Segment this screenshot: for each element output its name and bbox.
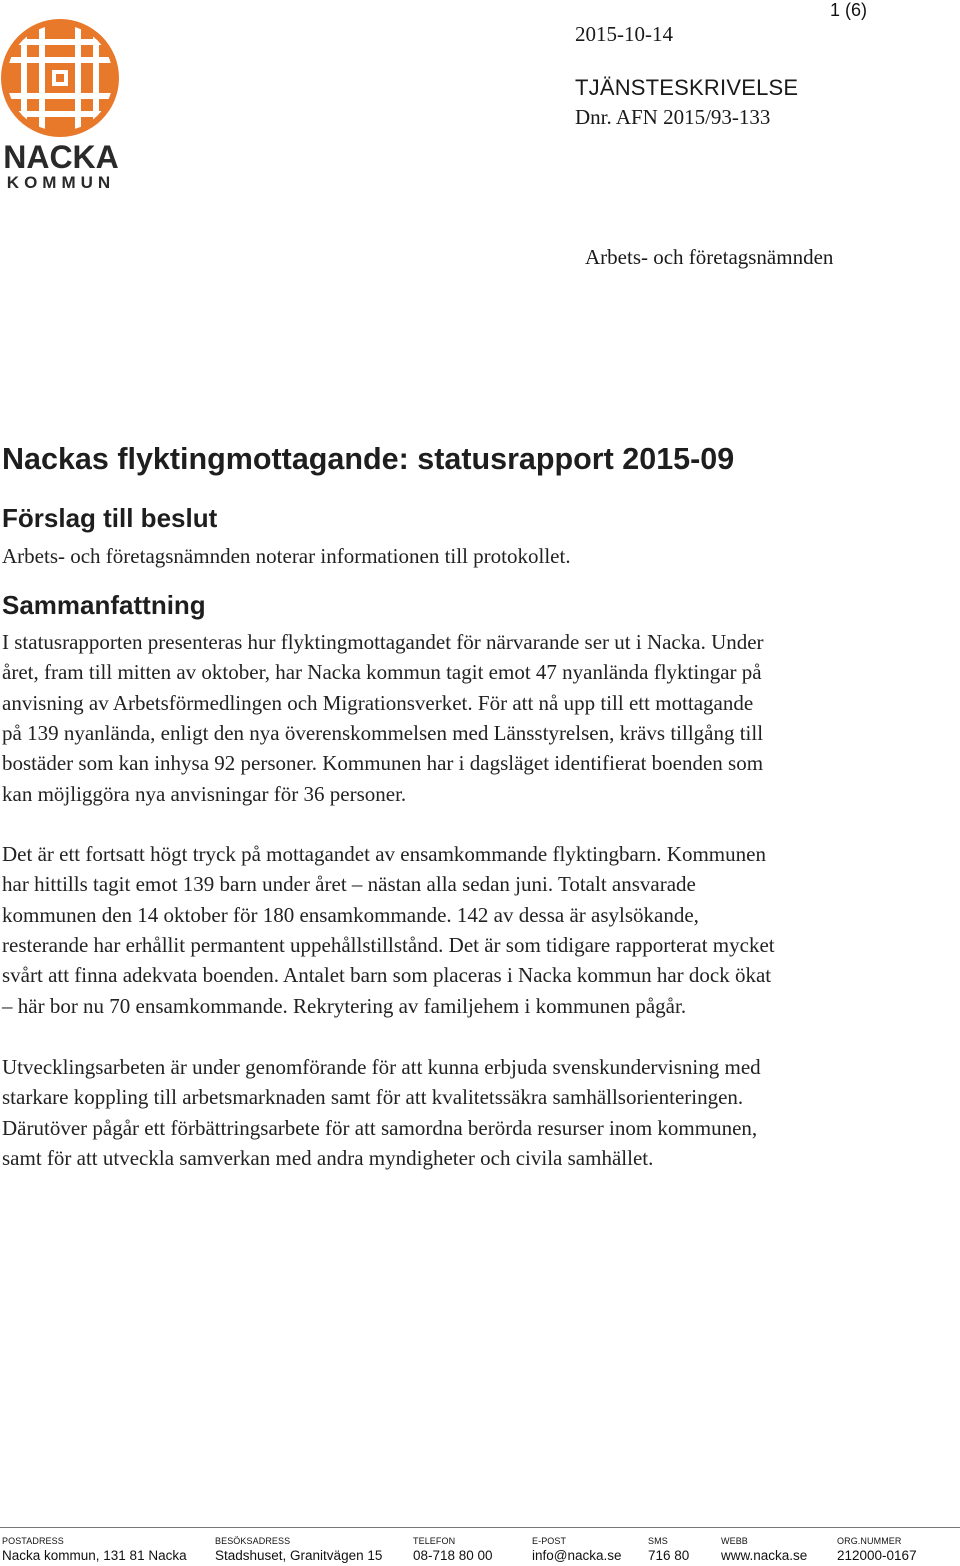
summary-heading: Sammanfattning (2, 590, 206, 620)
footer-label-visiting-address: BESÖKSADRESS (215, 1536, 291, 1546)
paragraph-line: har hittills tagit emot 139 barn under året – nästan alla sedan juni. Totalt ansvarade (2, 872, 696, 897)
footer-visiting-address: Stadshuset, Granitvägen 15 (215, 1548, 383, 1563)
paragraph-line: starkare koppling till arbetsmarknaden samt för att kvalitetssäkra samhällsorienteringen. (2, 1085, 744, 1110)
nacka-kommun-logo (0, 18, 124, 190)
footer-label-postal-address: POSTADRESS (2, 1536, 64, 1546)
paragraph-line: Det är ett fortsatt högt tryck på mottagandet av ensamkommande flyktingbarn. Kommunen (2, 842, 766, 866)
paragraph-line: på 139 nyanlända, enligt den nya överenskommelsen med Länsstyrelsen, krävs tillgång till (2, 721, 764, 746)
paragraph-line: Därutöver pågår ett förbättringsarbete för att samordna berörda resurser inom kommunen, (2, 1115, 758, 1140)
footer-postal-address: Nacka kommun, 131 81 Nacka (2, 1548, 187, 1563)
summary-paragraph (2, 627, 872, 809)
footer-org-number: 212000-0167 (837, 1548, 917, 1563)
footer-phone: 08-718 80 00 (413, 1548, 493, 1563)
paragraph-line: året, fram till mitten av oktober, har Nacka kommun tagit emot 47 nyanlända flyktingar på (2, 660, 762, 685)
paragraph-line: bostäder som kan inhysa 92 personer. Kommunen har i dagsläget identifierat boenden som (2, 751, 764, 776)
footer-label-sms: SMS (648, 1536, 668, 1546)
paragraph-line: Utvecklingsarbeten är under genomförande för att kunna erbjuda svenskundervisning med (2, 1055, 761, 1079)
proposal-heading: Förslag till beslut (2, 503, 218, 533)
summary-paragraph (2, 839, 872, 1021)
proposal-text: Arbets- och företagsnämnden noterar informationen till protokollet. (2, 544, 571, 568)
footer-label-web: WEBB (721, 1536, 748, 1546)
footer-web: www.nacka.se (721, 1548, 808, 1563)
page-number: 1 (6) (829, 0, 867, 20)
paragraph-line: svårt att finna adekvata boenden. Antalet barn som placeras i Nacka kommun har dock ökat (2, 963, 772, 988)
logo-wordmark-bottom: KOMMUN (6, 173, 116, 190)
paragraph-line: resterande har erhållit permantent uppehållstillstånd. Det är som tidigare rapporterat mycket (2, 933, 775, 958)
recipient: Arbets- och företagsnämnden (585, 245, 834, 269)
paragraph-line: – här bor nu 70 ensamkommande. Rekrytering av familjehem i kommunen pågår. (2, 993, 687, 1018)
logo-wordmark-top: NACKA (3, 139, 119, 175)
footer-email: info@nacka.se (532, 1548, 622, 1563)
document-date: 2015-10-14 (575, 22, 673, 46)
footer-divider (0, 1527, 960, 1528)
summary-paragraph (2, 1052, 872, 1173)
document-reference-number: Dnr. AFN 2015/93-133 (575, 105, 771, 129)
paragraph-line: samt för att utveckla samverkan med andra myndigheter och civila samhället. (2, 1146, 654, 1171)
footer-label-email: E-POST (532, 1536, 567, 1546)
footer-label-org-number: ORG.NUMMER (837, 1536, 902, 1546)
footer-label-phone: TELEFON (413, 1536, 456, 1546)
paragraph-line: kan möjliggöra nya anvisningar för 36 personer. (2, 781, 407, 806)
footer-sms: 716 80 (648, 1548, 690, 1563)
paragraph-line: I statusrapporten presenteras hur flyktingmottagandet för närvarande ser ut i Nacka. Under (2, 630, 764, 654)
paragraph-line: anvisning av Arbetsförmedlingen och Migrationsverket. För att nå upp till ett mottagande (2, 690, 754, 715)
page-title: Nackas flyktingmottagande: statusrapport 2015-09 (2, 442, 735, 476)
document-type: TJÄNSTESKRIVELSE (575, 75, 799, 100)
paragraph-line: kommunen den 14 oktober för 180 ensamkommande. 142 av dessa är asylsökande, (2, 902, 699, 927)
